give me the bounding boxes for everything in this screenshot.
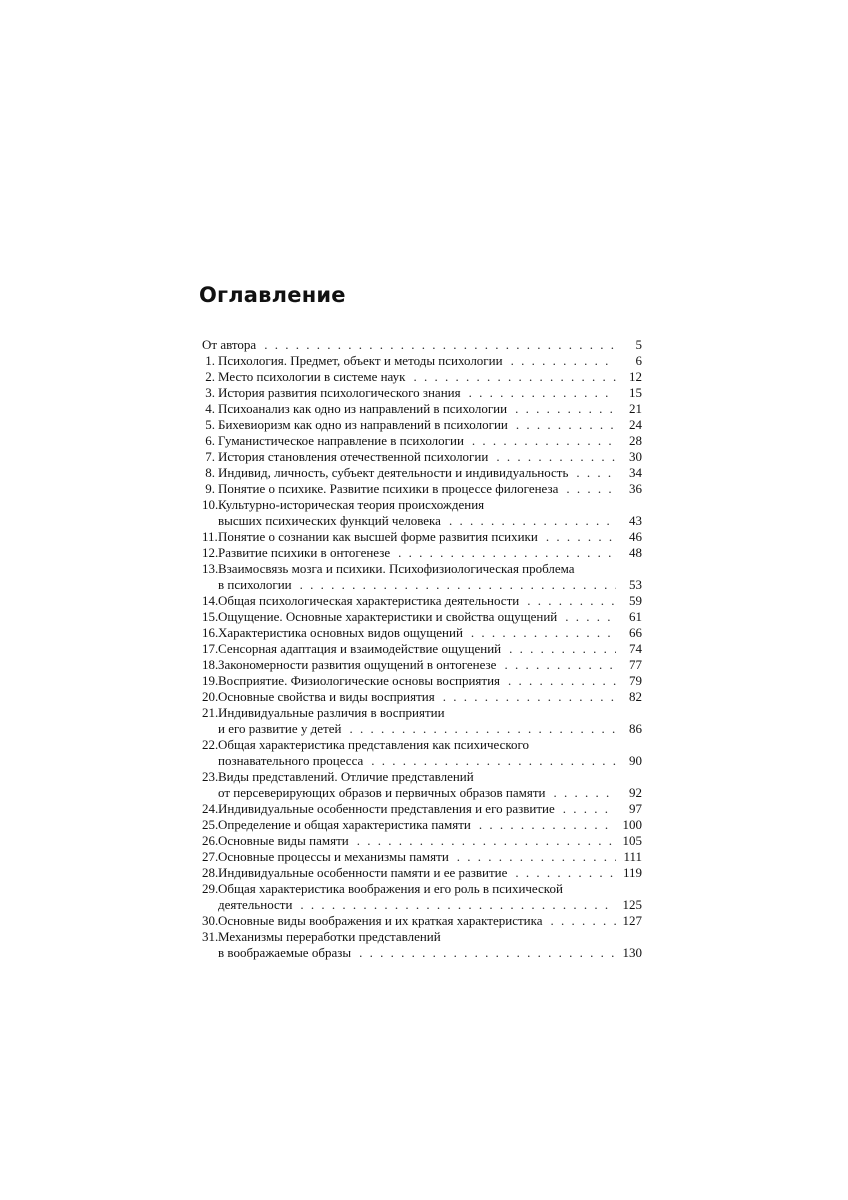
dot-leader <box>371 753 616 769</box>
toc-entry-title-line: Индивидуальные особенности представления и его развитие <box>218 801 555 816</box>
toc-entry-title-line: познавательного процесса <box>218 753 364 768</box>
toc-entry-body <box>202 417 642 433</box>
toc-entry-number: 17. <box>202 641 219 656</box>
toc-entry-page-number: 127 <box>622 913 642 928</box>
toc-entry-number: 7. <box>205 449 215 464</box>
toc-entry-page-number: 6 <box>635 353 642 368</box>
dot-leader <box>457 849 616 865</box>
toc-entry-body <box>202 561 642 593</box>
dot-leader <box>300 577 616 593</box>
toc-entry-page-number: 79 <box>629 673 642 688</box>
toc-entry <box>202 913 642 929</box>
dot-leader <box>508 673 616 689</box>
toc-entry-title-line: Основные процессы и механизмы памяти <box>218 849 449 864</box>
dot-leader <box>527 593 616 609</box>
dot-leader <box>496 449 616 465</box>
toc-entry-body <box>202 529 642 545</box>
toc-entry-number: 20. <box>202 689 219 704</box>
toc-entry-last-line <box>218 401 642 417</box>
toc-entry-number: 8. <box>205 465 215 480</box>
toc-entry <box>202 353 642 369</box>
toc-entry-last-line <box>218 721 642 737</box>
toc-entry-page-number: 74 <box>629 641 642 656</box>
toc-entry-last-line <box>218 657 642 673</box>
toc-entry-last-line <box>218 577 642 593</box>
toc-entry-page-number: 66 <box>629 625 642 640</box>
dot-leader <box>479 817 616 833</box>
toc-entry-title-line: Определение и общая характеристика памяти <box>218 817 471 832</box>
toc-entry-body <box>202 465 642 481</box>
toc-entry-number: 26. <box>202 833 219 848</box>
toc-entry-number: 9. <box>205 481 215 496</box>
toc-entry-title-line: в психологии <box>218 577 292 592</box>
toc-entry <box>202 593 642 609</box>
toc-entry-body <box>202 401 642 417</box>
toc-entry-page-number: 97 <box>629 801 642 816</box>
toc-entry-title-line: Ощущение. Основные характеристики и свойства ощущений <box>218 609 558 624</box>
toc-entry-body <box>202 449 642 465</box>
toc-entry <box>202 849 642 865</box>
toc-entry <box>202 689 642 705</box>
toc-entry-title-line: Характеристика основных видов ощущений <box>218 625 463 640</box>
toc-entry-title-line: Восприятие. Физиологические основы восприятия <box>218 673 501 688</box>
toc-entry <box>202 833 642 849</box>
toc-entry-body <box>202 769 642 801</box>
toc-entry-number: 12. <box>202 545 219 560</box>
toc-entry-page-number: 46 <box>629 529 642 544</box>
toc-entry-page-number: 125 <box>622 897 642 912</box>
toc-entry-body <box>202 913 642 929</box>
toc-entry-body <box>202 369 642 385</box>
dot-leader <box>359 945 616 961</box>
toc-entry-page-number: 59 <box>629 593 642 608</box>
toc-entry-last-line <box>218 513 642 529</box>
toc-entry-page-number: 90 <box>629 753 642 768</box>
toc-entry-body <box>202 865 642 881</box>
dot-leader <box>515 865 616 881</box>
toc-entry-title-line: Основные виды воображения и их краткая характеристика <box>218 913 543 928</box>
toc-entry <box>202 401 642 417</box>
toc-entry-body <box>202 737 642 769</box>
toc-entry-page-number: 21 <box>629 401 642 416</box>
toc-entry-title-line: Виды представлений. Отличие представлений <box>218 769 474 784</box>
toc-entry-number: 10. <box>202 497 219 512</box>
toc-entry-last-line <box>218 641 642 657</box>
toc-entry-page-number: 61 <box>629 609 642 624</box>
toc-entry <box>202 929 642 961</box>
toc-entry <box>202 433 642 449</box>
toc-entry-body <box>202 929 642 961</box>
toc-entry <box>202 561 642 593</box>
toc-entry-last-line <box>218 753 642 769</box>
toc-entry-body <box>202 849 642 865</box>
toc-entry-title-line: Индивидуальные особенности памяти и ее развитие <box>218 865 508 880</box>
toc-entry-body <box>202 673 642 689</box>
toc-entry <box>202 609 642 625</box>
toc-entry-body <box>202 817 642 833</box>
toc-entry <box>202 449 642 465</box>
dot-leader <box>469 385 616 401</box>
dot-leader <box>509 641 616 657</box>
toc-entry-page-number: 48 <box>629 545 642 560</box>
toc-entry-body <box>202 833 642 849</box>
toc-entry <box>202 337 642 353</box>
toc-entry-last-line <box>218 785 642 801</box>
toc-entry-title-line: Механизмы переработки представлений <box>218 929 441 944</box>
toc-entry-last-line <box>218 609 642 625</box>
toc-entry-number: 4. <box>205 401 215 416</box>
toc-entry-number: 3. <box>205 385 215 400</box>
toc-entry <box>202 625 642 641</box>
toc-entry-last-line <box>218 817 642 833</box>
toc-entry-number: 2. <box>205 369 215 384</box>
toc-entry-last-line <box>218 529 642 545</box>
toc-entry <box>202 545 642 561</box>
toc-entry <box>202 465 642 481</box>
toc-entry-number: 25. <box>202 817 219 832</box>
toc-entry-last-line <box>218 913 642 929</box>
toc-entry <box>202 657 642 673</box>
toc-entry-title-line: Понятие о сознании как высшей форме развития психики <box>218 529 538 544</box>
toc-entry-last-line <box>218 449 642 465</box>
dot-leader <box>563 801 616 817</box>
dot-leader <box>398 545 616 561</box>
toc-entry-title-line: История развития психологического знания <box>218 385 461 400</box>
toc-entry <box>202 529 642 545</box>
dot-leader <box>566 481 616 497</box>
toc-entry-last-line <box>218 353 642 369</box>
toc-entry-page-number: 86 <box>629 721 642 736</box>
dot-leader <box>516 417 616 433</box>
dot-leader <box>413 369 616 385</box>
toc-entry-title-line: Место психологии в системе наук <box>218 369 406 384</box>
dot-leader <box>443 689 616 705</box>
toc-entry-last-line <box>218 865 642 881</box>
toc-entry-title-line: Основные виды памяти <box>218 833 349 848</box>
dot-leader <box>264 337 616 353</box>
toc-entry <box>202 385 642 401</box>
toc-entry-title-line: Общая характеристика воображения и его роль в психической <box>218 881 563 896</box>
toc-entry-title-line: Развитие психики в онтогенезе <box>218 545 391 560</box>
toc-entry-title-line: История становления отечественной психологии <box>218 449 489 464</box>
toc-entry-title-line: От автора <box>202 337 257 352</box>
toc-entry-page-number: 30 <box>629 449 642 464</box>
toc-entry-body <box>202 337 642 353</box>
toc-entry-number: 30. <box>202 913 219 928</box>
toc-entry-body <box>202 625 642 641</box>
dot-leader <box>551 913 617 929</box>
toc-entry-number: 1. <box>205 353 215 368</box>
toc-entry <box>202 737 642 769</box>
toc-entry-title-line: Индивид, личность, субъект деятельности и индивидуальность <box>218 465 569 480</box>
toc-entry-last-line <box>218 689 642 705</box>
toc-entry-last-line <box>218 897 642 913</box>
toc-entry <box>202 673 642 689</box>
toc-entry-title-line: высших психических функций человека <box>218 513 441 528</box>
toc-entry-body <box>202 497 642 529</box>
toc-entry-number: 21. <box>202 705 219 720</box>
toc-entry <box>202 369 642 385</box>
toc-entry-body <box>202 481 642 497</box>
toc-entry-body <box>202 881 642 913</box>
toc-entry-number: 28. <box>202 865 219 880</box>
toc-entry-title-line: Понятие о психике. Развитие психики в процессе филогенеза <box>218 481 559 496</box>
toc-entry <box>202 769 642 801</box>
toc-entry-last-line <box>218 593 642 609</box>
toc-entry-title-line: деятельности <box>218 897 293 912</box>
toc-entry <box>202 881 642 913</box>
dot-leader <box>515 401 616 417</box>
toc-entry-number: 24. <box>202 801 219 816</box>
toc-entry <box>202 865 642 881</box>
toc-entry-body <box>202 609 642 625</box>
dot-leader <box>471 625 616 641</box>
toc-entry-page-number: 15 <box>629 385 642 400</box>
table-of-contents <box>202 337 642 961</box>
toc-entry-last-line <box>218 833 642 849</box>
toc-entry-number: 15. <box>202 609 219 624</box>
toc-entry-last-line <box>218 625 642 641</box>
toc-entry-title-line: и его развитие у детей <box>218 721 342 736</box>
toc-entry-title-line: Основные свойства и виды восприятия <box>218 689 435 704</box>
toc-entry <box>202 705 642 737</box>
toc-entry <box>202 641 642 657</box>
toc-entry-page-number: 34 <box>629 465 642 480</box>
dot-leader <box>349 721 616 737</box>
toc-entry-page-number: 43 <box>629 513 642 528</box>
toc-entry-number: 13. <box>202 561 219 576</box>
toc-entry-title-line: Психоанализ как одно из направлений в психологии <box>218 401 508 416</box>
dot-leader <box>449 513 616 529</box>
toc-entry-title-line: Закономерности развития ощущений в онтогенезе <box>218 657 497 672</box>
toc-entry-page-number: 119 <box>622 865 642 880</box>
toc-entry-body <box>202 545 642 561</box>
toc-entry-last-line <box>218 433 642 449</box>
dot-leader <box>472 433 616 449</box>
toc-entry-title-line: Общая характеристика представления как психического <box>218 737 530 752</box>
dot-leader <box>565 609 616 625</box>
toc-entry-body <box>202 657 642 673</box>
toc-entry-number: 11. <box>202 529 218 544</box>
toc-entry-title-line: Бихевиоризм как одно из направлений в психологии <box>218 417 508 432</box>
toc-entry-number: 16. <box>202 625 219 640</box>
toc-entry-title-line: Культурно-историческая теория происхождения <box>218 497 485 512</box>
toc-entry-number: 29. <box>202 881 219 896</box>
toc-entry <box>202 817 642 833</box>
toc-entry-page-number: 77 <box>629 657 642 672</box>
toc-entry-title-line: от персеверирующих образов и первичных образов памяти <box>218 785 546 800</box>
dot-leader <box>511 353 616 369</box>
toc-entry-title-line: Взаимосвязь мозга и психики. Психофизиологическая проблема <box>218 561 575 576</box>
toc-entry-number: 6. <box>205 433 215 448</box>
toc-entry-last-line <box>218 465 642 481</box>
dot-leader <box>357 833 616 849</box>
toc-entry-page-number: 12 <box>629 369 642 384</box>
dot-leader <box>553 785 616 801</box>
toc-entry-number: 23. <box>202 769 219 784</box>
dot-leader <box>576 465 616 481</box>
toc-entry-number: 5. <box>205 417 215 432</box>
toc-entry-body <box>202 593 642 609</box>
toc-entry-body <box>202 641 642 657</box>
toc-entry-last-line <box>218 417 642 433</box>
toc-entry-page-number: 24 <box>629 417 642 432</box>
toc-entry-last-line <box>218 545 642 561</box>
toc-entry-page-number: 92 <box>629 785 642 800</box>
toc-entry <box>202 497 642 529</box>
toc-entry-last-line <box>218 849 642 865</box>
toc-entry-number: 27. <box>202 849 219 864</box>
toc-entry-last-line <box>218 385 642 401</box>
toc-entry-page-number: 105 <box>622 833 642 848</box>
toc-entry-number: 14. <box>202 593 219 608</box>
toc-entry-body <box>202 689 642 705</box>
toc-entry-last-line <box>218 481 642 497</box>
toc-entry-last-line <box>218 945 642 961</box>
dot-leader <box>504 657 616 673</box>
toc-entry-number: 31. <box>202 929 219 944</box>
toc-entry-last-line <box>202 337 642 353</box>
toc-entry-page-number: 111 <box>623 849 642 864</box>
toc-entry-page-number: 100 <box>622 817 642 832</box>
toc-entry-body <box>202 705 642 737</box>
toc-entry-title-line: Индивидуальные различия в восприятии <box>218 705 445 720</box>
toc-entry-last-line <box>218 801 642 817</box>
toc-entry-number: 19. <box>202 673 219 688</box>
toc-entry-number: 22. <box>202 737 219 752</box>
toc-entry-page-number: 36 <box>629 481 642 496</box>
toc-entry-title-line: Сенсорная адаптация и взаимодействие ощущений <box>218 641 502 656</box>
toc-entry-number: 18. <box>202 657 219 672</box>
toc-entry <box>202 417 642 433</box>
toc-entry-title-line: Психология. Предмет, объект и методы психологии <box>218 353 503 368</box>
toc-entry-page-number: 5 <box>635 337 642 352</box>
dot-leader <box>300 897 616 913</box>
toc-entry <box>202 481 642 497</box>
toc-entry-last-line <box>218 369 642 385</box>
toc-entry-page-number: 82 <box>629 689 642 704</box>
page-title: Оглавление <box>199 283 346 307</box>
toc-entry-title-line: Гуманистическое направление в психологии <box>218 433 464 448</box>
toc-entry-title-line: в воображаемые образы <box>218 945 352 960</box>
toc-entry-body <box>202 385 642 401</box>
dot-leader <box>546 529 616 545</box>
toc-entry-title-line: Общая психологическая характеристика деятельности <box>218 593 520 608</box>
toc-entry-last-line <box>218 673 642 689</box>
toc-entry-body <box>202 801 642 817</box>
toc-entry-page-number: 130 <box>622 945 642 960</box>
toc-entry-body <box>202 433 642 449</box>
toc-entry-page-number: 28 <box>629 433 642 448</box>
toc-entry-body <box>202 353 642 369</box>
toc-entry-page-number: 53 <box>629 577 642 592</box>
toc-entry <box>202 801 642 817</box>
